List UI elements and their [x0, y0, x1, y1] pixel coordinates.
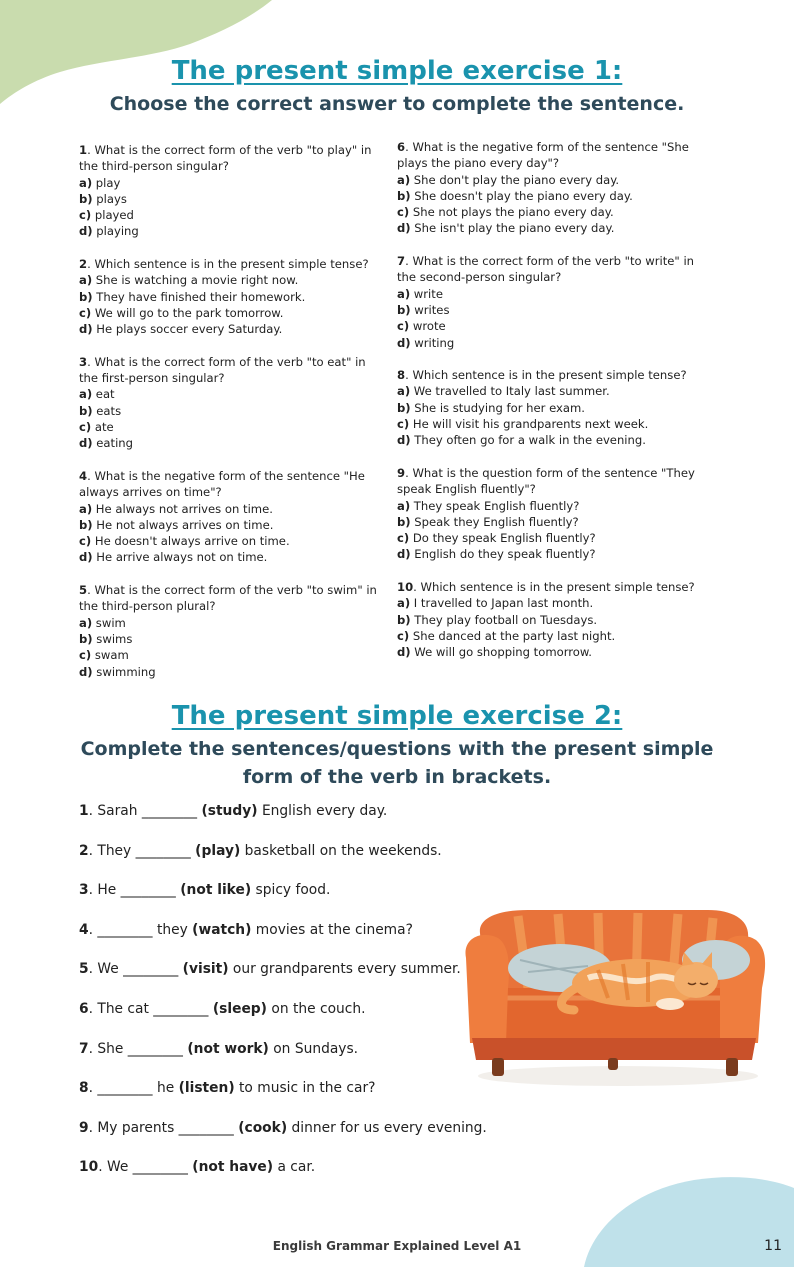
question-number: 2 [79, 257, 88, 272]
option-letter: c) [397, 319, 410, 334]
question-9 [397, 465, 697, 563]
sentence-number: 4 [79, 921, 89, 938]
question-number: 6 [397, 140, 406, 154]
option-letter: c) [397, 531, 410, 546]
answer-option [397, 416, 697, 432]
sentence-number: 6 [79, 1000, 89, 1017]
exercise-2-title: The present simple exercise 2: [171, 701, 623, 731]
option-text: swims [92, 631, 133, 646]
answer-option [79, 223, 379, 239]
option-text: swimming [92, 664, 156, 679]
option-letter: b) [397, 188, 411, 203]
option-text: write [410, 286, 443, 301]
sentence-start: Sarah ________ [93, 803, 202, 819]
option-letter: b) [79, 289, 93, 304]
option-letter: b) [79, 191, 93, 206]
option-text: We travelled to Italy last summer. [410, 384, 610, 399]
answer-option [79, 289, 379, 305]
option-letter: a) [79, 175, 93, 190]
footer-book-title: English Grammar Explained Level A1 [272, 1239, 522, 1253]
answer-option [79, 207, 379, 223]
option-letter: a) [79, 387, 93, 402]
option-letter: b) [79, 517, 93, 532]
option-letter: d) [397, 645, 411, 660]
option-text: She don't play the piano every day. [410, 172, 620, 187]
sentence-end: on Sundays. [268, 1040, 359, 1057]
question-number: 4 [79, 468, 88, 483]
answer-option [79, 419, 379, 435]
option-letter: b) [397, 400, 411, 415]
answer-option [79, 435, 379, 451]
question-7 [397, 253, 697, 351]
option-letter: a) [397, 384, 411, 399]
option-letter: d) [397, 433, 411, 448]
question-prompt: . What is the question form of the sentence "They speak English fluently"? [397, 465, 695, 497]
option-text: ate [91, 420, 114, 435]
page-number: 11 [764, 1238, 782, 1254]
option-text: They have finished their homework. [92, 289, 306, 304]
answer-option [397, 546, 697, 562]
question-2 [79, 256, 379, 337]
sentence-number-separator: . [88, 1119, 93, 1136]
question-number: 8 [397, 368, 406, 383]
option-letter: d) [397, 221, 411, 236]
option-text: eat [92, 387, 115, 402]
exercise-1-title: The present simple exercise 1: [171, 56, 623, 86]
question-text [79, 582, 379, 615]
answer-option [397, 188, 697, 204]
answer-option [397, 432, 697, 448]
option-letter: c) [397, 205, 410, 220]
answer-option [397, 644, 697, 660]
option-letter: b) [397, 612, 411, 627]
option-text: He not always arrives on time. [92, 517, 274, 532]
sentence-number-separator: . [88, 803, 93, 819]
sentence-number-separator: . [98, 1159, 103, 1176]
verb-in-brackets: (cook) [238, 1119, 288, 1136]
sentence-end: basketball on the weekends. [240, 842, 442, 859]
exercise-1-instructions: Choose the correct answer to complete the sentence. [109, 93, 685, 115]
question-prompt: . Which sentence is in the present simple tense? [87, 257, 369, 272]
option-letter: a) [397, 286, 411, 301]
option-text: They often go for a walk in the evening. [410, 433, 646, 448]
option-letter: c) [79, 420, 92, 435]
answer-option [79, 321, 379, 337]
questions-right-column [397, 139, 697, 677]
option-text: eating [92, 436, 134, 451]
sentence-start: We ________ [102, 1159, 193, 1176]
question-number: 1 [79, 143, 88, 157]
sentence-number-separator: . [88, 842, 93, 859]
question-text [79, 468, 379, 501]
verb-in-brackets: (visit) [182, 961, 229, 978]
option-text: eats [92, 403, 122, 418]
answer-option [397, 220, 697, 236]
option-letter: d) [79, 550, 93, 565]
option-text: We will go shopping tomorrow. [410, 645, 592, 660]
verb-in-brackets: (not like) [180, 882, 252, 899]
sentence-start: The cat ________ [93, 1000, 213, 1017]
verb-in-brackets: (sleep) [212, 1000, 267, 1017]
answer-option [397, 400, 697, 416]
sentence-end: our grandparents every summer. [228, 961, 461, 978]
answer-option [397, 498, 697, 514]
option-letter: a) [79, 273, 93, 288]
answer-option [79, 191, 379, 207]
answer-option [79, 305, 379, 321]
verb-in-brackets: (not have) [192, 1159, 274, 1176]
question-number: 7 [397, 254, 406, 269]
option-letter: d) [397, 547, 411, 562]
option-text: He plays soccer every Saturday. [92, 322, 283, 337]
option-letter: b) [397, 514, 411, 529]
answer-option [79, 664, 379, 680]
answer-option [397, 514, 697, 530]
question-prompt: . What is the correct form of the verb "to eat" in the first-person singular? [79, 354, 366, 386]
verb-in-brackets: (not work) [187, 1040, 269, 1057]
option-text: He doesn't always arrive on time. [91, 534, 290, 549]
sentence-end: dinner for us every evening. [287, 1119, 487, 1136]
answer-option [397, 302, 697, 318]
sentence-number-separator: . [88, 961, 93, 978]
answer-option [397, 318, 697, 334]
question-8 [397, 367, 697, 448]
answer-option [79, 403, 379, 419]
sentence-number-separator: . [88, 1080, 93, 1097]
option-letter: c) [79, 648, 92, 663]
option-text: He arrive always not on time. [92, 550, 268, 565]
question-text [397, 579, 697, 595]
answer-option [397, 628, 697, 644]
option-text: They speak English fluently? [410, 498, 580, 513]
question-prompt: . What is the negative form of the sentence "She plays the piano every day"? [397, 140, 689, 171]
sentence-start: We ________ [93, 961, 183, 978]
sentence-number: 1 [79, 803, 89, 819]
answer-option [79, 175, 379, 191]
sentence-end: to music in the car? [234, 1080, 376, 1097]
option-letter: a) [397, 596, 411, 611]
sentence-start: ________ he [93, 1080, 179, 1097]
option-text: played [91, 208, 134, 223]
question-10 [397, 579, 697, 660]
question-3 [79, 354, 379, 452]
answer-option [79, 501, 379, 517]
option-letter: b) [79, 631, 93, 646]
question-prompt: . What is the negative form of the sentence "He always arrives on time"? [79, 468, 365, 500]
exercise-2-instructions: Complete the sentences/questions with the present simple form of the verb in brackets. [80, 738, 714, 788]
option-letter: d) [79, 224, 93, 239]
sentence-9 [79, 1116, 529, 1156]
question-prompt: . What is the correct form of the verb "to write" in the second-person singular? [397, 254, 695, 285]
question-text [79, 256, 379, 272]
option-text: He always not arrives on time. [92, 501, 273, 516]
sentence-10 [79, 1155, 529, 1195]
option-letter: b) [79, 403, 93, 418]
question-4 [79, 468, 379, 566]
answer-option [397, 204, 697, 220]
question-prompt: . What is the correct form of the verb "to swim" in the third-person plural? [79, 583, 377, 614]
sentence-end: English every day. [257, 803, 388, 819]
option-text: play [92, 175, 121, 190]
question-text [79, 354, 379, 387]
question-number: 10 [397, 580, 414, 595]
sentence-number: 2 [79, 842, 89, 859]
option-letter: c) [79, 208, 92, 223]
sentence-number: 3 [79, 882, 89, 899]
verb-in-brackets: (listen) [178, 1080, 235, 1097]
question-text [397, 253, 697, 286]
answer-option [79, 272, 379, 288]
answer-option [79, 533, 379, 549]
sentence-number: 8 [79, 1080, 89, 1097]
option-text: plays [92, 191, 127, 206]
option-text: We will go to the park tomorrow. [91, 305, 284, 320]
option-letter: c) [397, 628, 410, 643]
option-letter: c) [79, 534, 92, 549]
option-letter: c) [397, 417, 410, 432]
question-prompt: . Which sentence is in the present simple tense? [405, 368, 687, 383]
sentence-start: He ________ [93, 882, 181, 899]
answer-option [79, 549, 379, 565]
answer-option [397, 286, 697, 302]
verb-in-brackets: (study) [201, 803, 258, 819]
option-text: They play football on Tuesdays. [410, 612, 598, 627]
sentence-number: 10 [79, 1159, 99, 1176]
question-text [397, 139, 697, 172]
question-number: 5 [79, 583, 88, 598]
option-text: She isn't play the piano every day. [410, 221, 615, 236]
question-text [397, 465, 697, 498]
option-text: She is studying for her exam. [410, 400, 585, 415]
option-letter: d) [79, 436, 93, 451]
option-text: playing [92, 224, 139, 239]
answer-option [79, 647, 379, 663]
answer-option [397, 530, 697, 546]
option-text: She is watching a movie right now. [92, 273, 299, 288]
question-text [79, 142, 379, 175]
option-text: She not plays the piano every day. [409, 205, 614, 220]
sentence-number-separator: . [88, 921, 93, 938]
sentence-start: My parents ________ [93, 1119, 239, 1136]
option-text: writes [410, 302, 450, 317]
sleeping-cat-on-couch-illustration [458, 838, 770, 1098]
option-letter: d) [79, 322, 93, 337]
sentence-1 [79, 799, 529, 839]
answer-option [397, 383, 697, 399]
sentence-number: 9 [79, 1119, 89, 1136]
verb-in-brackets: (play) [195, 842, 241, 859]
sentence-number-separator: . [88, 1040, 93, 1057]
option-text: Speak they English fluently? [410, 514, 579, 529]
option-letter: a) [397, 172, 411, 187]
answer-option [79, 631, 379, 647]
option-text: English do they speak fluently? [410, 547, 596, 562]
option-letter: d) [79, 664, 93, 679]
answer-option [79, 386, 379, 402]
option-text: swim [92, 615, 126, 630]
option-letter: b) [397, 302, 411, 317]
sentence-end: movies at the cinema? [251, 921, 413, 938]
sentence-number-separator: . [88, 1000, 93, 1017]
question-text [397, 367, 697, 383]
option-letter: a) [79, 615, 93, 630]
option-letter: c) [79, 305, 92, 320]
option-text: writing [410, 335, 455, 350]
option-text: She doesn't play the piano every day. [410, 188, 633, 203]
questions-left-column [79, 142, 379, 696]
sentence-start: ________ they [93, 921, 193, 938]
sentence-start: They ________ [93, 842, 196, 859]
verb-in-brackets: (watch) [192, 921, 252, 938]
answer-option [397, 595, 697, 611]
option-text: He will visit his grandparents next week. [409, 417, 649, 432]
question-6 [397, 139, 697, 237]
answer-option [397, 612, 697, 628]
option-text: wrote [409, 319, 446, 334]
sentence-end: spicy food. [251, 882, 331, 899]
answer-option [397, 335, 697, 351]
sentence-end: a car. [273, 1159, 316, 1176]
answer-option [79, 517, 379, 533]
sentence-end: on the couch. [267, 1000, 366, 1017]
sentence-number: 5 [79, 961, 89, 978]
question-prompt: . Which sentence is in the present simple tense? [413, 580, 695, 595]
option-text: I travelled to Japan last month. [410, 596, 594, 611]
question-number: 9 [397, 465, 406, 480]
option-text: Do they speak English fluently? [409, 531, 596, 546]
sentence-number: 7 [79, 1040, 89, 1057]
answer-option [397, 172, 697, 188]
option-text: swam [91, 648, 129, 663]
sentence-number-separator: . [88, 882, 93, 899]
sentence-start: She ________ [93, 1040, 188, 1057]
option-letter: d) [397, 335, 411, 350]
option-letter: a) [79, 501, 93, 516]
question-prompt: . What is the correct form of the verb "to play" in the third-person singular? [79, 143, 372, 174]
option-text: She danced at the party last night. [409, 628, 616, 643]
answer-option [79, 615, 379, 631]
question-number: 3 [79, 354, 88, 369]
option-letter: a) [397, 498, 411, 513]
question-1 [79, 142, 379, 240]
question-5 [79, 582, 379, 680]
